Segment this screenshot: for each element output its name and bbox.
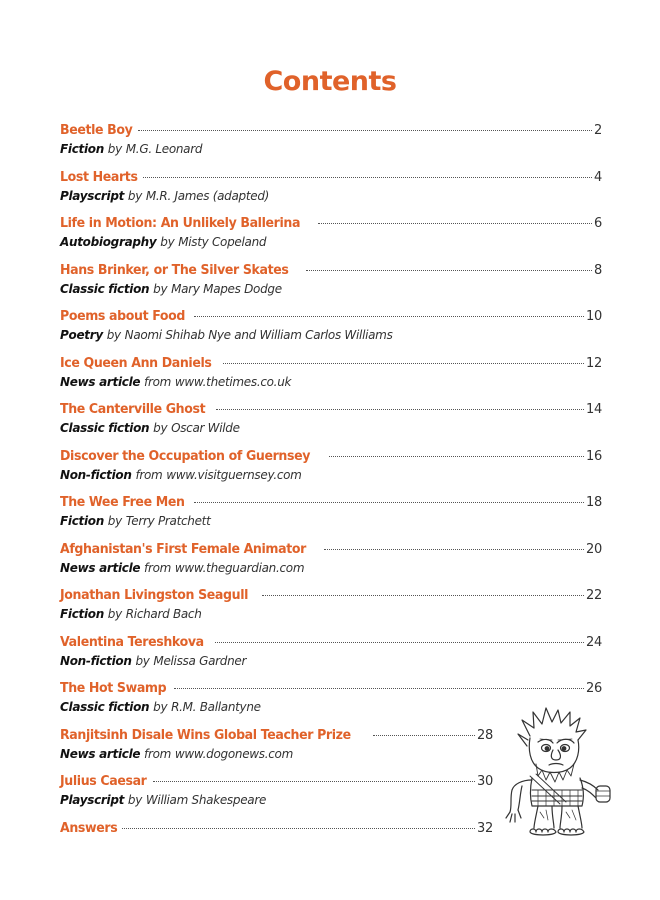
entry-source: R.M. Ballantyne: [171, 700, 261, 714]
entry-connector: from: [135, 467, 163, 482]
page-number: 6: [594, 216, 602, 231]
dot-leader: [329, 456, 584, 457]
entry-title[interactable]: Julius Caesar: [60, 773, 147, 789]
entry-genre: Playscript: [60, 793, 125, 807]
dot-leader: [194, 502, 584, 503]
entry-connector: by: [106, 328, 121, 342]
dot-leader: [138, 130, 592, 131]
entry-title[interactable]: Hans Brinker, or The Silver Skates: [60, 261, 289, 278]
entry-source: Oscar Wilde: [171, 421, 240, 435]
entry-source: www.thetimes.co.uk: [174, 374, 292, 389]
entry-title[interactable]: The Wee Free Men: [60, 494, 185, 510]
entry-title[interactable]: Discover the Occupation of Guernsey: [60, 447, 311, 464]
entry-genre: Fiction: [60, 514, 104, 528]
entry-connector: from: [144, 746, 172, 761]
toc-entry-jonathan-livingston-seagull[interactable]: [60, 586, 602, 633]
page-number: 28: [477, 727, 493, 743]
entry-source: Melissa Gardner: [153, 653, 247, 668]
toc-entry-valentina-tereshkova[interactable]: [60, 633, 602, 680]
dot-leader: [215, 642, 584, 643]
toc-entry-life-in-motion[interactable]: [60, 214, 602, 261]
entry-source: M.G. Leonard: [125, 142, 203, 156]
toc-entry-poems-about-food[interactable]: [60, 307, 602, 354]
entry-title[interactable]: Poems about Food: [60, 308, 186, 324]
toc-entry-lost-hearts[interactable]: [60, 168, 602, 215]
entry-source: Mary Mapes Dodge: [171, 281, 282, 296]
dot-leader: [143, 177, 592, 178]
page-number: 32: [477, 820, 493, 836]
entry-source: Terry Pratchett: [125, 514, 211, 528]
entry-source: www.theguardian.com: [174, 560, 305, 575]
dot-leader: [223, 363, 584, 364]
entry-title[interactable]: Afghanistan's First Female Animator: [60, 540, 306, 557]
dot-leader: [153, 781, 475, 782]
entry-genre: News article: [60, 374, 141, 389]
entry-source: www.visitguernsey.com: [166, 467, 302, 482]
entry-genre: Classic fiction: [60, 421, 150, 435]
entry-genre: Poetry: [60, 328, 103, 342]
entry-connector: by: [107, 142, 122, 156]
entry-source: Misty Copeland: [178, 235, 267, 249]
toc-entry-beetle-boy[interactable]: [60, 121, 602, 168]
entry-title[interactable]: The Hot Swamp: [60, 680, 167, 696]
entry-connector: by: [127, 188, 143, 203]
entry-connector: by: [107, 514, 122, 528]
page-number: 8: [594, 262, 602, 278]
toc-entry-ice-queen[interactable]: [60, 354, 602, 401]
entry-title[interactable]: Answers: [60, 819, 118, 836]
entry-connector: by: [153, 700, 168, 714]
page-number: 12: [586, 355, 602, 371]
toc-entry-hans-brinker[interactable]: [60, 261, 602, 308]
entry-connector: by: [160, 235, 175, 249]
entry-source: M.R. James (adapted): [145, 188, 270, 203]
entry-genre: News article: [60, 746, 141, 761]
entry-connector: by: [153, 421, 168, 435]
entry-title[interactable]: Jonathan Livingston Seagull: [60, 587, 249, 603]
entry-connector: by: [127, 793, 143, 807]
page-title: Contents: [263, 66, 397, 97]
entry-genre: Playscript: [60, 188, 125, 203]
dot-leader: [318, 223, 592, 224]
page-number: 10: [586, 309, 602, 324]
page-number: 26: [586, 681, 602, 696]
page-number: 20: [586, 541, 602, 557]
dot-leader: [174, 688, 584, 689]
dot-leader: [262, 595, 584, 596]
troll-character-illustration-icon: [500, 706, 618, 838]
entry-connector: by: [153, 281, 168, 296]
dot-leader: [194, 316, 584, 317]
entry-genre: Autobiography: [60, 235, 157, 249]
entry-title[interactable]: Valentina Tereshkova: [60, 633, 204, 650]
entry-title[interactable]: Lost Hearts: [60, 168, 138, 185]
dot-leader: [373, 735, 475, 736]
toc-entry-canterville-ghost[interactable]: [60, 400, 602, 447]
toc-entry-occupation-of-guernsey[interactable]: [60, 447, 602, 494]
entry-connector: by: [135, 653, 150, 668]
entry-genre: News article: [60, 560, 141, 575]
entry-source: Naomi Shihab Nye and William Carlos Williams: [124, 328, 393, 342]
entry-connector: from: [144, 374, 172, 389]
entry-genre: Classic fiction: [60, 700, 150, 714]
entry-connector: from: [144, 560, 172, 575]
entry-title[interactable]: The Canterville Ghost: [60, 401, 206, 417]
dot-leader: [306, 270, 592, 271]
entry-genre: Non-fiction: [60, 467, 132, 482]
page-number: 18: [586, 495, 602, 510]
entry-genre: Classic fiction: [60, 281, 150, 296]
entry-connector: by: [107, 607, 122, 621]
page-number: 22: [586, 588, 602, 603]
dot-leader: [122, 828, 475, 829]
page-number: 30: [477, 774, 493, 789]
page-number: 16: [586, 448, 602, 464]
entry-title[interactable]: Ranjitsinh Disale Wins Global Teacher Prize: [60, 726, 351, 743]
dot-leader: [216, 409, 584, 410]
entry-genre: Fiction: [60, 142, 104, 156]
entry-source: William Shakespeare: [145, 793, 267, 807]
toc-entry-female-animator[interactable]: [60, 540, 602, 587]
page-number: 2: [594, 123, 602, 138]
entry-title[interactable]: Life in Motion: An Unlikely Ballerina: [60, 215, 301, 231]
entry-source: www.dogonews.com: [174, 746, 293, 761]
toc-entry-wee-free-men[interactable]: [60, 493, 602, 540]
dot-leader: [324, 549, 584, 550]
entry-title[interactable]: Beetle Boy: [60, 122, 133, 138]
entry-title[interactable]: Ice Queen Ann Daniels: [60, 354, 212, 371]
entry-genre: Non-fiction: [60, 653, 132, 668]
page-number: 14: [586, 402, 602, 417]
page-number: 24: [586, 634, 602, 650]
page-number: 4: [594, 169, 602, 185]
entry-genre: Fiction: [60, 607, 104, 621]
entry-source: Richard Bach: [125, 607, 202, 621]
